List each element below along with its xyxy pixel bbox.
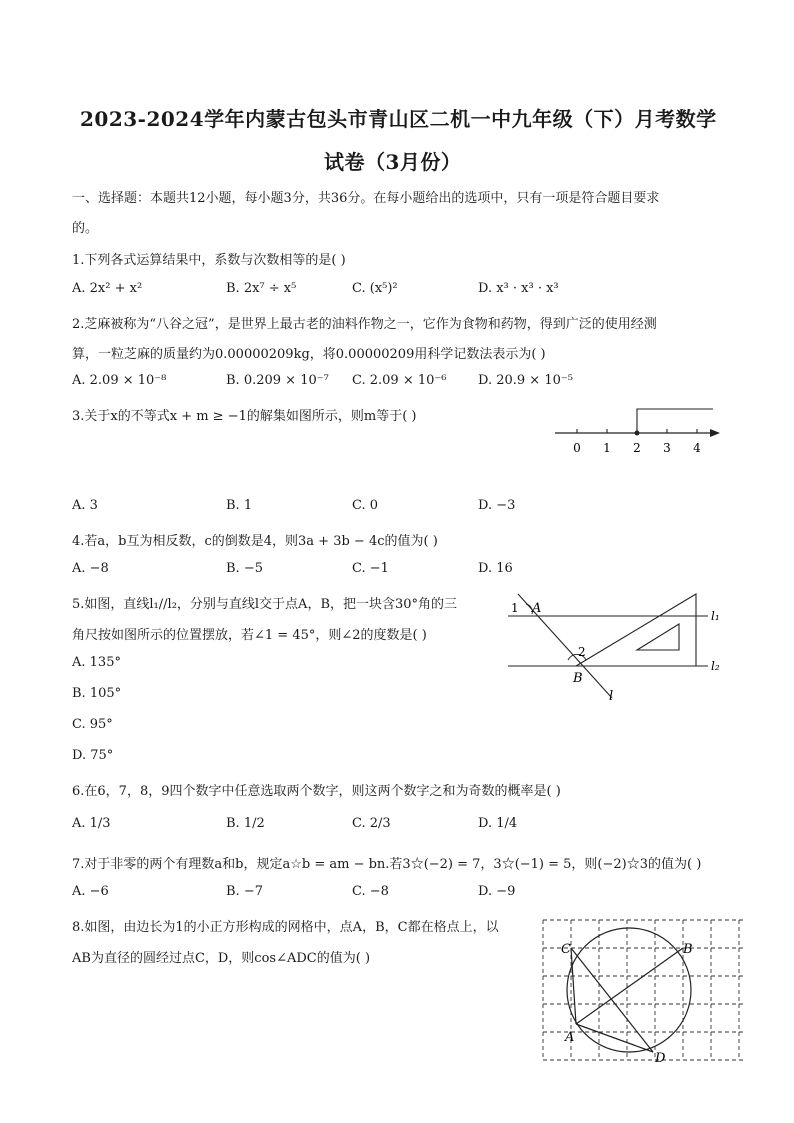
question-6-stem: 6.在6，7，8，9四个数字中任意选取两个数字，则这两个数字之和为奇数的概率是( ) [72,784,561,799]
question-6-option-a: A. 1/3 [72,816,111,831]
triangle-ruler-inner [637,624,679,650]
question-3-option-b: B. 1 [226,498,253,513]
question-7-option-a: A. −6 [72,884,109,899]
question-2-stem-line1: 2.芝麻被称为“八谷之冠”，是世界上最古老的油料作物之一，它作为食物和药物，得到广泛的使用经测 [72,317,657,332]
question-4-option-d: D. 16 [478,561,513,576]
question-7-stem: 7.对于非零的两个有理数a和b，规定a☆b = am − bn.若3☆(−2) = 7，3☆(−1) = 5，则(−2)☆3的值为( ) [72,857,702,872]
question-4-option-b: B. −5 [226,561,263,576]
question-5-option-c: C. 95° [72,717,113,732]
grid-circle-figure [535,912,750,1067]
question-6-option-c: C. 2/3 [352,816,391,831]
question-2-option-d: D. 20.9 × 10⁻⁵ [478,373,573,388]
question-8-stem-line2: AB为直径的圆经过点C，D，则cos∠ADC的值为( ) [72,951,371,966]
question-2-option-c: C. 2.09 × 10⁻⁶ [352,373,447,388]
triangle-ruler-outer [576,594,696,666]
label-point-D: D [655,1051,666,1066]
page-title-line2: 试卷（3月份） [324,150,462,174]
section-instruction-line1: 一、选择题：本题共12小题，每小题3分，共36分。在每小题给出的选项中，只有一项是符合题目要求 [72,191,660,206]
question-5-stem-line1: 5.如图，直线l₁//l₂，分别与直线l交于点A，B，把一块含30°角的三 [72,597,458,612]
question-1-option-c: C. (x⁵)² [352,281,398,296]
page-title-line1: 2023-2024学年内蒙古包头市青山区二机一中九年级（下）月考数学 [80,107,717,131]
label-angle-1: 1 [511,601,519,615]
question-5-option-a: A. 135° [72,655,121,670]
question-3-stem: 3.关于x的不等式x + m ≥ −1的解集如图所示，则m等于( ) [72,409,417,424]
question-1-option-d: D. x³ · x³ · x³ [478,281,559,296]
question-6-option-d: D. 1/4 [478,816,518,831]
parallel-lines-figure [500,590,730,705]
question-2-option-b: B. 0.209 × 10⁻⁷ [226,373,329,388]
tick-label-3: 3 [663,441,671,455]
label-point-A: A [532,601,542,616]
circle-AB-diameter [567,928,691,1052]
tick-label-1: 1 [603,441,611,455]
question-7-option-d: D. −9 [478,884,516,899]
question-1-option-a: A. 2x² + x² [72,281,143,296]
section-instruction-line2: 的。 [72,221,99,236]
label-line-l2: l₂ [711,659,720,673]
solution-ray [637,409,713,433]
question-3-option-a: A. 3 [72,498,98,513]
segment-AB [576,948,683,1024]
question-5-option-d: D. 75° [72,748,114,763]
question-4-option-a: A. −8 [72,561,109,576]
label-line-l1: l₁ [711,609,720,623]
question-4-option-c: C. −1 [352,561,389,576]
segment-CD [571,948,653,1052]
number-line-arrow [710,429,720,437]
question-7-option-b: B. −7 [226,884,263,899]
question-5-option-b: B. 105° [72,686,122,701]
question-4-stem: 4.若a，b互为相反数，c的倒数是4，则3a + 3b − 4c的值为( ) [72,534,438,549]
number-line-figure [550,400,725,460]
question-1-stem: 1.下列各式运算结果中，系数与次数相等的是( ) [72,253,346,268]
tick-label-0: 0 [573,441,581,455]
question-7-option-c: C. −8 [352,884,389,899]
question-3-option-c: C. 0 [352,498,379,513]
label-point-C: C [561,942,571,957]
label-point-A: A [565,1030,575,1045]
question-6-option-b: B. 1/2 [226,816,265,831]
question-8-stem-line1: 8.如图，由边长为1的小正方形构成的网格中，点A，B，C都在格点上，以 [72,920,499,935]
label-point-B: B [573,671,583,686]
label-line-l: l [609,689,614,704]
question-2-stem-line2: 算，一粒芝麻的质量约为0.00000209kg，将0.00000209用科学记数法表示为( ) [72,347,546,362]
label-point-B: B [683,942,693,957]
question-5-stem-line2: 角尺按如图所示的位置摆放，若∠1 = 45°，则∠2的度数是( ) [72,628,427,643]
tick-label-2: 2 [633,441,641,455]
question-2-option-a: A. 2.09 × 10⁻⁸ [72,373,167,388]
question-1-option-b: B. 2x⁷ ÷ x⁵ [226,281,297,296]
label-angle-2: 2 [578,645,586,659]
tick-label-4: 4 [693,441,701,455]
question-3-option-d: D. −3 [478,498,516,513]
